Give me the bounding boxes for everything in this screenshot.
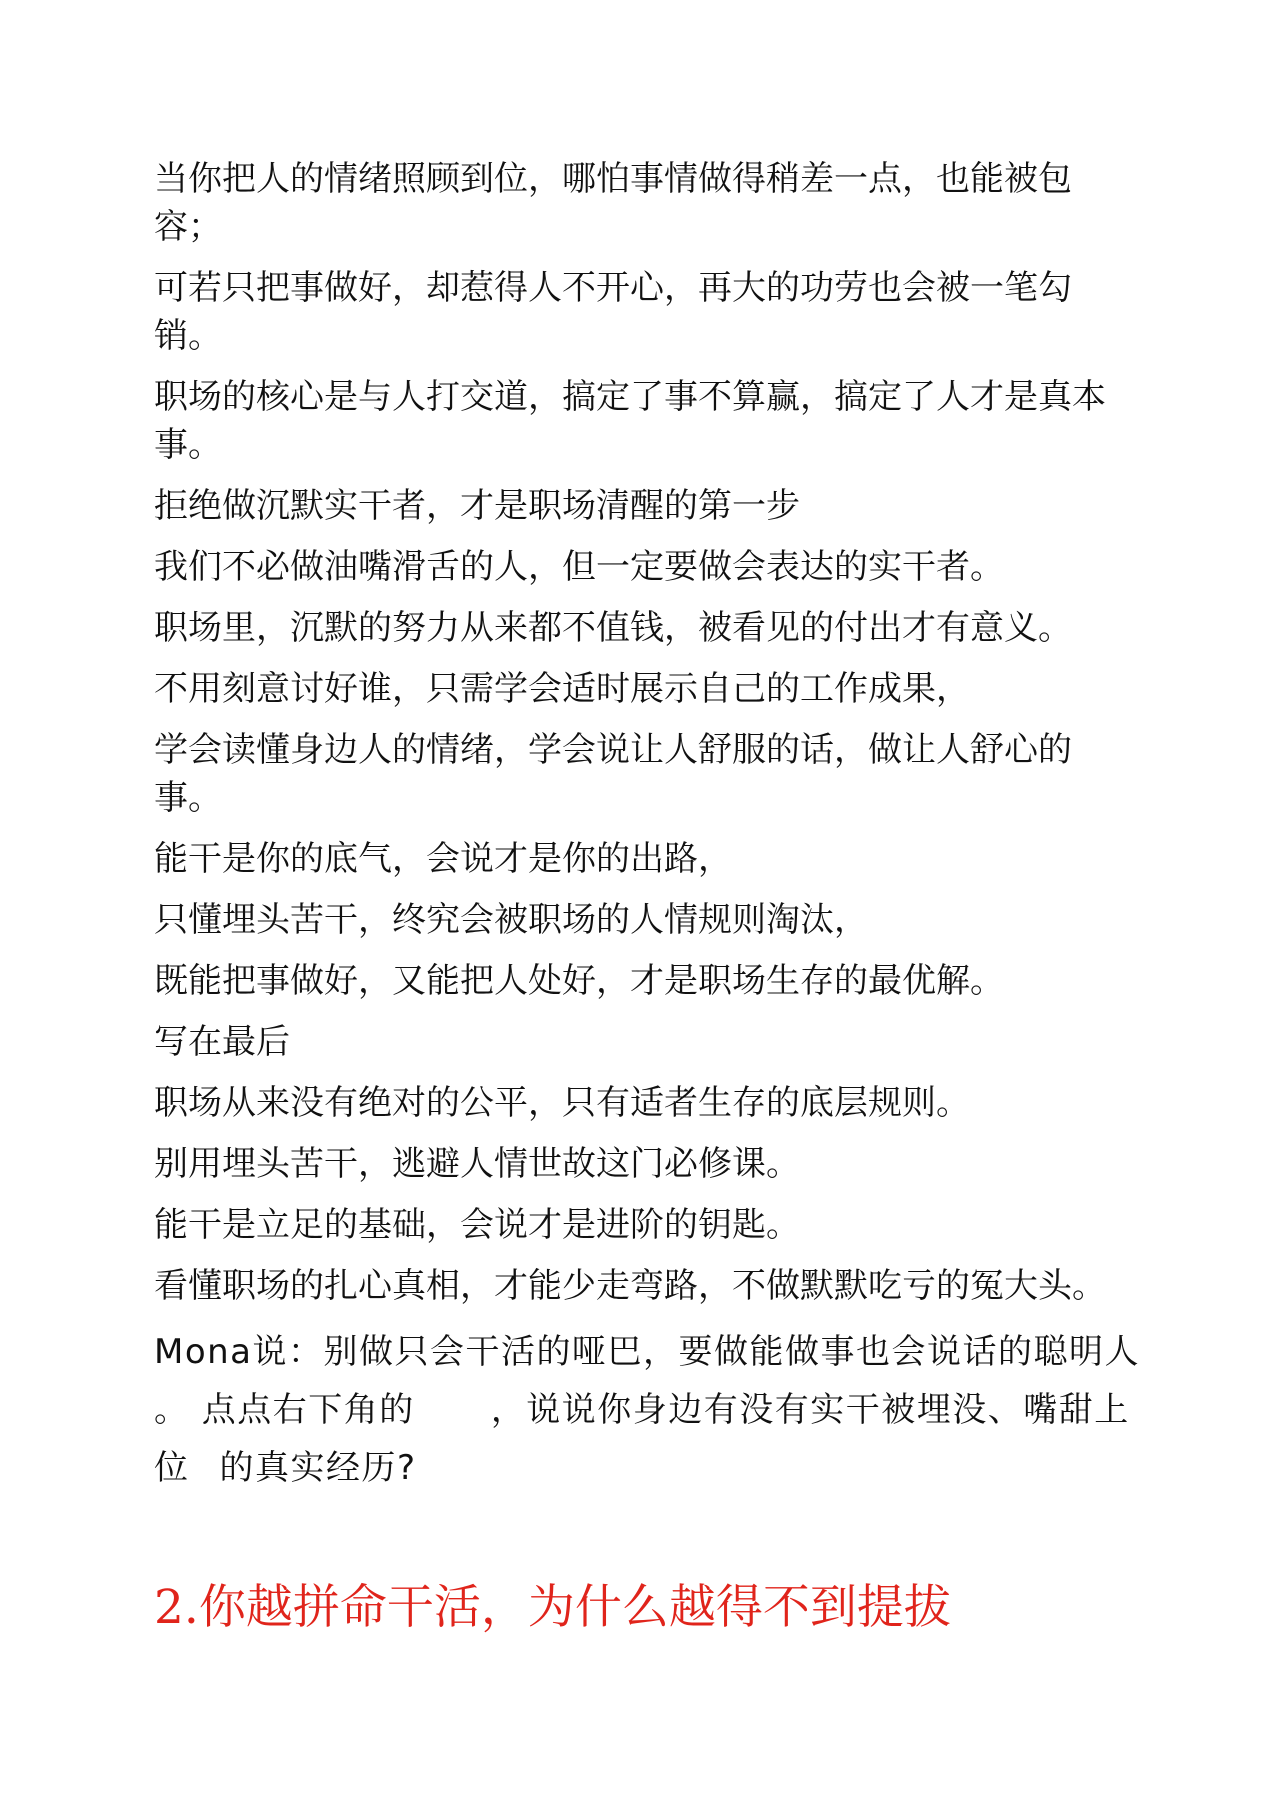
text-line: 只懂埋头苦干，终究会被职场的人情规则淘汰， <box>154 900 868 940</box>
section-subtitle <box>154 1018 1273 1066</box>
body-paragraph <box>154 726 1273 822</box>
body-paragraph <box>154 835 1273 883</box>
missing-emoji-placeholder <box>190 1478 220 1479</box>
body-paragraph <box>154 957 1273 1005</box>
text-line: Mona说：别做只会干活的哑巴，要做能做事也会说话的聪明人 <box>154 1332 1141 1372</box>
body-paragraph <box>154 264 1273 360</box>
text-line: 当你把人的情绪照顾到位，哪怕事情做得稍差一点，也能被包 <box>154 159 1072 199</box>
body-paragraph <box>154 543 1273 591</box>
body-paragraph <box>154 1262 1273 1310</box>
text-segment: 。 点点右下角的 <box>154 1390 415 1430</box>
text-line: 既能把事做好，又能把人处好，才是职场生存的最优解。 <box>154 961 1004 1001</box>
body-paragraph <box>154 604 1273 652</box>
text-line: 不用刻意讨好谁，只需学会适时展示自己的工作成果， <box>154 669 970 709</box>
text-line: 职场从来没有绝对的公平，只有适者生存的底层规则。 <box>154 1083 970 1123</box>
text-line: 事。 <box>154 425 222 465</box>
text-line: 容； <box>154 207 222 247</box>
text-line: 职场里，沉默的努力从来都不值钱，被看见的付出才有意义。 <box>154 608 1072 648</box>
body-paragraph <box>154 1140 1273 1188</box>
body-paragraph <box>154 1201 1273 1249</box>
text-segment: ，说说你身边有没有实干被埋没、嘴甜上 <box>490 1390 1130 1430</box>
text-line: 可若只把事做好，却惹得人不开心，再大的功劳也会被一笔勾 <box>154 268 1072 308</box>
text-line: 能干是立足的基础，会说才是进阶的钥匙。 <box>154 1205 800 1245</box>
text-line: 别用埋头苦干，逃避人情世故这门必修课。 <box>154 1144 800 1184</box>
text-line: 拒绝做沉默实干者，才是职场清醒的第一步 <box>154 486 800 526</box>
body-paragraph <box>154 896 1273 944</box>
text-line: 职场的核心是与人打交道，搞定了事不算赢，搞定了人才是真本 <box>154 377 1106 417</box>
missing-emoji-placeholder <box>415 1420 491 1421</box>
text-line: 学会读懂身边人的情绪，学会说让人舒服的话，做让人舒心的 <box>154 730 1072 770</box>
body-paragraph <box>154 665 1273 713</box>
text-line <box>154 1381 1273 1439</box>
text-segment: 位 <box>154 1448 190 1488</box>
text-line: 销。 <box>154 316 222 356</box>
closing-note <box>154 1323 1273 1497</box>
text-line: 看懂职场的扎心真相，才能少走弯路，不做默默吃亏的冤大头。 <box>154 1266 1106 1306</box>
body-paragraph <box>154 155 1273 251</box>
text-line: 能干是你的底气，会说才是你的出路， <box>154 839 732 879</box>
body-paragraph <box>154 482 1273 530</box>
text-line: 我们不必做油嘴滑舌的人，但一定要做会表达的实干者。 <box>154 547 1004 587</box>
text-line <box>154 1439 1273 1497</box>
body-paragraph <box>154 373 1273 469</box>
text-segment: 的真实经历? <box>219 1448 417 1488</box>
text-line: 事。 <box>154 778 222 818</box>
section-heading: 2.你越拼命干活，为什么越得不到提拔 <box>154 1580 951 1635</box>
text-line: 写在最后 <box>154 1022 290 1062</box>
body-paragraph <box>154 1079 1273 1127</box>
